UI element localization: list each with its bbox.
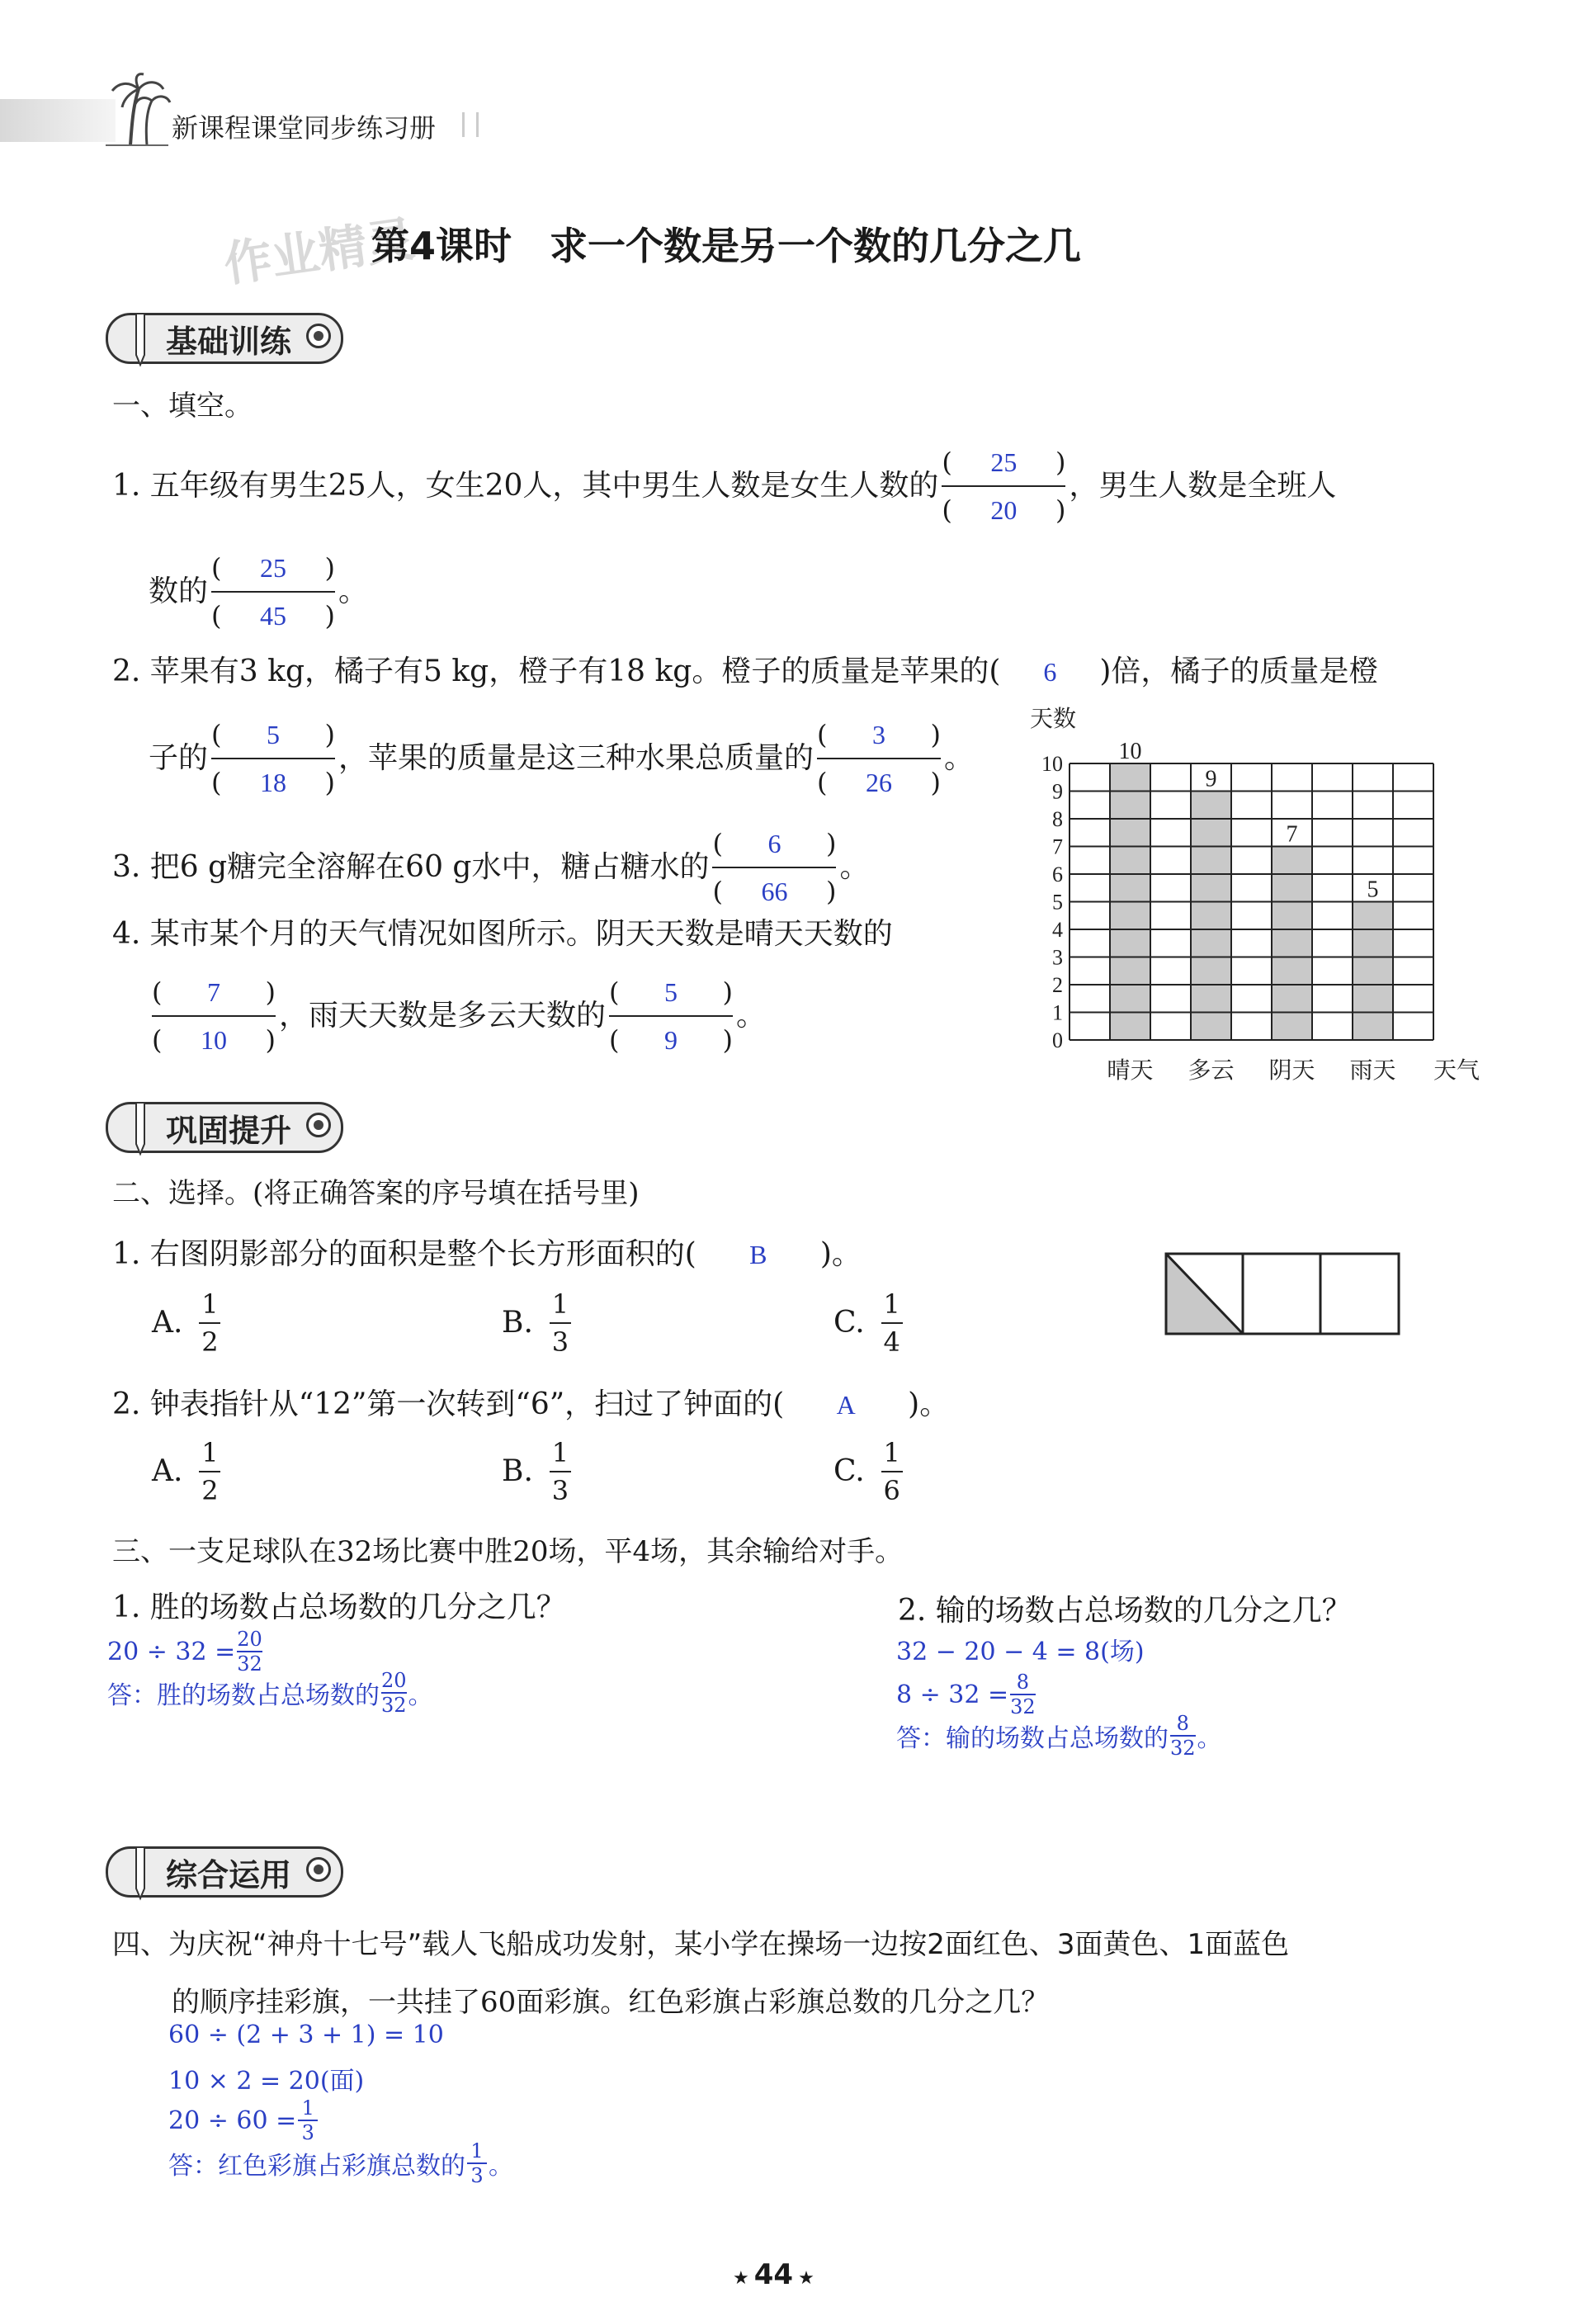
section-badge-apply [106,1842,343,1902]
q1-answer-fraction-2: ( 25 ) ( 45 ) [211,552,336,631]
y-tick-label: 2 [1052,973,1063,997]
x-category-label: 多云 [1188,1056,1235,1084]
p3-q2-answer: 答：输的场数占总场数的 8 32 。 [896,1712,1222,1760]
part1-heading: 一、填空。 [112,390,253,423]
q3-line: 3. 把6 g糖完全溶解在60 g水中，糖占糖水的 ( 6 ) ( 66 ) 。 [112,828,870,907]
p4-calc2: 10 × 2 = 20(面) [168,2067,365,2096]
q4-line1: 4. 某市某个月的天气情况如图所示。阴天天数是晴天天数的 [112,917,893,951]
x-category-label: 晴天 [1107,1056,1154,1084]
p3-q1-calc: 20 ÷ 32 = 20 32 [107,1628,262,1676]
badge-dot-icon [306,324,331,348]
section-badge-consolidate [106,1098,343,1157]
q2-answer-fraction-3: ( 3 ) ( 26 ) [817,719,942,798]
part3-heading: 三、一支足球队在32场比赛中胜20场，平4场，其余输给对手。 [112,1535,904,1568]
p2-q1-options [152,1289,977,1372]
pencil-icon [131,1844,148,1902]
y-tick-label: 8 [1052,807,1063,831]
lesson-title: 第4课时 求一个数是另一个数的几分之几 [371,224,1082,268]
part4-heading: 四、为庆祝“神舟十七号”载人飞船成功发射，某小学在操场一边按2面红色、3面黄色、1面蓝色 [112,1928,1290,1961]
q4-answer-fraction-2: ( 5 ) ( 9 ) [609,976,734,1056]
weather-bar-chart [1015,702,1510,1089]
bar-雨天 [1353,902,1393,1041]
q1-answer-fraction-1: ( 25 ) ( 20 ) [942,447,1066,526]
q4-answer-fraction-1: ( 7 ) ( 10 ) [152,976,276,1056]
q2-text-d: ，苹果的质量是这三种水果总质量的 [338,741,815,775]
star-icon: ★ [798,2268,815,2289]
p4-answer: 答：红色彩旗占彩旗总数的 1 3 。 [168,2139,513,2187]
option-b[interactable]: B. 1 3 [502,1438,576,1505]
watermark: 作业精灵 [220,210,418,293]
q2-text-c: 子的 [149,741,209,775]
option-c[interactable]: C. 1 4 [833,1289,908,1357]
q3-text-a: 3. 把6 g糖完全溶解在60 g水中，糖占糖水的 [112,850,710,884]
p3-q1: 1. 胜的场数占总场数的几分之几？ [112,1590,566,1624]
q1-text-a: 1. 五年级有男生25人，女生20人，其中男生人数是女生人数的 [112,469,939,503]
header-bars [462,112,479,137]
q1-text-c: 数的 [149,574,209,608]
page-number: ★ 44 ★ [733,2258,815,2291]
p2-q2: 2. 钟表指针从“12”第一次转到“6”，扫过了钟面的( A )。 [112,1387,950,1421]
q2-answer-fraction-2: ( 5 ) ( 18 ) [211,719,336,798]
q2-line2: 子的 ( 5 ) ( 18 ) ，苹果的质量是这三种水果总质量的 ( 3 ) ( 26 ) 。 [149,719,975,798]
part2-heading: 二、选择。(将正确答案的序号填在括号里) [112,1177,640,1210]
pencil-icon [131,310,148,368]
pencil-icon [131,1099,148,1157]
data-label: 5 [1367,877,1379,903]
y-tick-label: 3 [1052,945,1063,970]
y-tick-label: 9 [1052,779,1063,804]
q4-line2: ( 7 ) ( 10 ) ，雨天天数是多云天数的 ( 5 ) ( 9 ) 。 [152,976,767,1056]
p3-q2-calc2: 8 ÷ 32 = 8 32 [896,1671,1036,1718]
q2-text-b: )倍，橘子的质量是橙 [1099,655,1379,688]
section-badge-basic [106,309,343,368]
p2-q1: 1. 右图阴影部分的面积是整个长方形面积的( B )。 [112,1237,862,1271]
p3-q2-calc1: 32 − 20 − 4 = 8(场) [896,1638,1145,1666]
star-icon: ★ [733,2268,749,2289]
p4-calc3: 20 ÷ 60 = 1 3 [168,2098,319,2143]
q4-text-b: ，雨天天数是多云天数的 [279,999,607,1033]
bar-阴天 [1272,847,1312,1041]
q2-answer-1: 6 [1043,657,1057,687]
q1-ans1-num: 25 [990,447,1018,477]
p4-calc1: 60 ÷ (2 + 3 + 1) = 10 [168,2021,444,2049]
q2-text-a: 2. 苹果有3 kg，橘子有5 kg，橙子有18 kg。橙子的质量是苹果的( [112,655,1001,688]
q3-answer-fraction: ( 6 ) ( 66 ) [712,828,837,907]
p3-q2: 2. 输的场数占总场数的几分之几？ [898,1594,1352,1628]
q1-line2: 数的 ( 25 ) ( 45 ) 。 [149,552,369,631]
q1-line1 [112,446,1336,527]
data-label: 9 [1205,766,1217,792]
book-title: 新课程课堂同步练习册 [172,112,437,144]
badge-dot-icon [306,1857,331,1882]
option-c[interactable]: C. 1 6 [833,1438,908,1505]
bar-多云 [1191,792,1231,1041]
data-label: 7 [1286,821,1298,848]
y-tick-label: 7 [1052,834,1063,859]
y-tick-label: 10 [1041,752,1063,776]
data-label: 10 [1118,739,1142,764]
p2-q1-answer: B [749,1240,767,1269]
palm-tree-icon [97,71,172,147]
y-axis-label: 天数 [1030,705,1077,732]
x-axis-label: 天气 [1433,1056,1480,1084]
y-tick-label: 1 [1052,1000,1063,1025]
section-title-consolidate: 巩固提升 [166,1112,292,1149]
section-title-apply: 综合运用 [166,1856,292,1893]
y-tick-label: 4 [1052,918,1063,942]
y-tick-label: 6 [1052,863,1063,886]
p2-q2-options [152,1438,977,1520]
option-a[interactable]: A. 1 2 [152,1289,225,1357]
option-b[interactable]: B. 1 3 [502,1289,576,1357]
y-tick-label: 5 [1052,890,1063,915]
y-tick-label: 0 [1052,1028,1063,1052]
rectangle-figure [1164,1251,1403,1337]
section-title-basic: 基础训练 [166,323,292,360]
option-a[interactable]: A. 1 2 [152,1438,225,1505]
p3-q1-answer: 答：胜的场数占总场数的 20 32 。 [107,1669,433,1717]
p2-q2-answer: A [836,1390,856,1420]
badge-dot-icon [306,1113,331,1137]
q1-ans1-den: 20 [990,495,1018,525]
x-category-label: 雨天 [1349,1056,1396,1084]
q2-line1 [112,654,1378,690]
part4-line2: 的顺序挂彩旗，一共挂了60面彩旗。红色彩旗占彩旗总数的几分之几？ [172,1986,1050,2019]
x-category-label: 阴天 [1268,1056,1315,1084]
q1-text-b: ，男生人数是全班人 [1069,469,1337,503]
